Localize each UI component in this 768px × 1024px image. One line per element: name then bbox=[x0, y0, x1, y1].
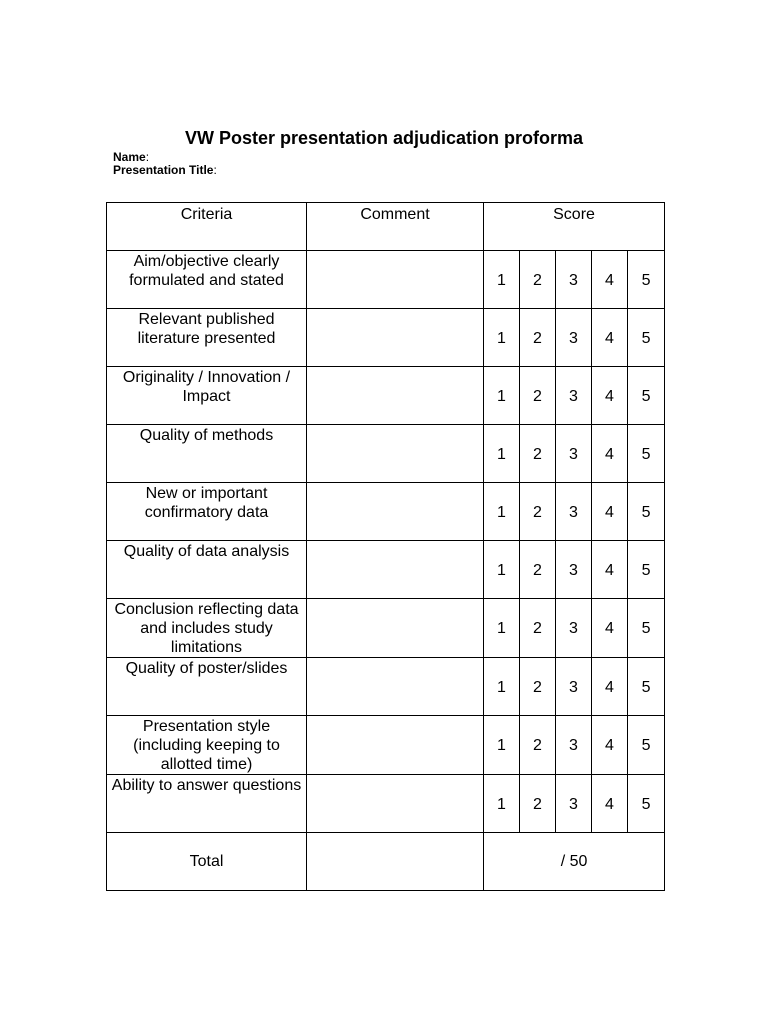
presentation-title-label: Presentation Title bbox=[113, 163, 214, 177]
score-option-2[interactable]: 2 bbox=[520, 309, 556, 367]
score-option-5[interactable]: 5 bbox=[628, 775, 665, 833]
score-option-1[interactable]: 1 bbox=[484, 367, 520, 425]
score-option-3[interactable]: 3 bbox=[556, 309, 592, 367]
total-score: / 50 bbox=[484, 833, 665, 891]
score-option-4[interactable]: 4 bbox=[592, 367, 628, 425]
score-option-1[interactable]: 1 bbox=[484, 716, 520, 775]
score-option-4[interactable]: 4 bbox=[592, 425, 628, 483]
total-comment-cell[interactable] bbox=[307, 833, 484, 891]
name-label: Name bbox=[113, 150, 146, 164]
criteria-cell: Quality of data analysis bbox=[107, 541, 307, 599]
criteria-cell: Ability to answer questions bbox=[107, 775, 307, 833]
score-option-1[interactable]: 1 bbox=[484, 425, 520, 483]
score-option-2[interactable]: 2 bbox=[520, 599, 556, 658]
score-option-1[interactable]: 1 bbox=[484, 658, 520, 716]
score-option-1[interactable]: 1 bbox=[484, 541, 520, 599]
comment-cell[interactable] bbox=[307, 309, 484, 367]
header-row bbox=[107, 203, 665, 251]
comment-cell[interactable] bbox=[307, 483, 484, 541]
score-option-5[interactable]: 5 bbox=[628, 309, 665, 367]
name-field[interactable] bbox=[113, 150, 149, 164]
score-option-2[interactable]: 2 bbox=[520, 658, 556, 716]
score-option-3[interactable]: 3 bbox=[556, 483, 592, 541]
score-option-5[interactable]: 5 bbox=[628, 658, 665, 716]
comment-cell[interactable] bbox=[307, 775, 484, 833]
score-option-2[interactable]: 2 bbox=[520, 775, 556, 833]
comment-cell[interactable] bbox=[307, 599, 484, 658]
score-option-4[interactable]: 4 bbox=[592, 599, 628, 658]
score-option-3[interactable]: 3 bbox=[556, 425, 592, 483]
comment-cell[interactable] bbox=[307, 658, 484, 716]
comment-cell[interactable] bbox=[307, 367, 484, 425]
presentation-title-colon: : bbox=[213, 163, 217, 177]
criteria-cell: Quality of methods bbox=[107, 425, 307, 483]
criteria-cell: Presentation style (including keeping to allotted time) bbox=[107, 716, 307, 775]
criteria-row bbox=[107, 251, 665, 309]
score-option-4[interactable]: 4 bbox=[592, 483, 628, 541]
criteria-cell: Quality of poster/slides bbox=[107, 658, 307, 716]
criteria-row bbox=[107, 599, 665, 658]
score-option-4[interactable]: 4 bbox=[592, 775, 628, 833]
criteria-cell: Conclusion reflecting data and includes study limitations bbox=[107, 599, 307, 658]
criteria-cell: Originality / Innovation / Impact bbox=[107, 367, 307, 425]
score-option-3[interactable]: 3 bbox=[556, 251, 592, 309]
adjudication-table bbox=[106, 202, 665, 891]
criteria-cell: Aim/objective clearly formulated and stated bbox=[107, 251, 307, 309]
presentation-title-field[interactable] bbox=[113, 163, 217, 177]
score-option-5[interactable]: 5 bbox=[628, 251, 665, 309]
score-option-2[interactable]: 2 bbox=[520, 425, 556, 483]
score-option-2[interactable]: 2 bbox=[520, 367, 556, 425]
score-option-3[interactable]: 3 bbox=[556, 367, 592, 425]
score-option-5[interactable]: 5 bbox=[628, 716, 665, 775]
score-option-4[interactable]: 4 bbox=[592, 658, 628, 716]
score-option-3[interactable]: 3 bbox=[556, 599, 592, 658]
score-option-2[interactable]: 2 bbox=[520, 716, 556, 775]
score-option-2[interactable]: 2 bbox=[520, 541, 556, 599]
criteria-cell: New or important confirmatory data bbox=[107, 483, 307, 541]
criteria-row bbox=[107, 541, 665, 599]
criteria-row bbox=[107, 367, 665, 425]
score-option-1[interactable]: 1 bbox=[484, 483, 520, 541]
criteria-row bbox=[107, 425, 665, 483]
score-option-5[interactable]: 5 bbox=[628, 541, 665, 599]
score-option-4[interactable]: 4 bbox=[592, 541, 628, 599]
comment-cell[interactable] bbox=[307, 541, 484, 599]
score-option-3[interactable]: 3 bbox=[556, 658, 592, 716]
score-option-3[interactable]: 3 bbox=[556, 716, 592, 775]
score-header: Score bbox=[484, 203, 665, 251]
score-option-2[interactable]: 2 bbox=[520, 483, 556, 541]
comment-cell[interactable] bbox=[307, 425, 484, 483]
document-title: VW Poster presentation adjudication proforma bbox=[184, 128, 584, 148]
total-label: Total bbox=[107, 833, 307, 891]
score-option-1[interactable]: 1 bbox=[484, 251, 520, 309]
criteria-row bbox=[107, 716, 665, 775]
comment-header: Comment bbox=[307, 203, 484, 251]
total-row bbox=[107, 833, 665, 891]
score-option-5[interactable]: 5 bbox=[628, 599, 665, 658]
score-option-4[interactable]: 4 bbox=[592, 309, 628, 367]
score-option-4[interactable]: 4 bbox=[592, 251, 628, 309]
score-option-2[interactable]: 2 bbox=[520, 251, 556, 309]
score-option-4[interactable]: 4 bbox=[592, 716, 628, 775]
criteria-cell: Relevant published literature presented bbox=[107, 309, 307, 367]
score-option-1[interactable]: 1 bbox=[484, 309, 520, 367]
comment-cell[interactable] bbox=[307, 251, 484, 309]
score-option-3[interactable]: 3 bbox=[556, 541, 592, 599]
score-option-3[interactable]: 3 bbox=[556, 775, 592, 833]
criteria-row bbox=[107, 309, 665, 367]
criteria-header: Criteria bbox=[107, 203, 307, 251]
score-option-5[interactable]: 5 bbox=[628, 367, 665, 425]
criteria-row bbox=[107, 658, 665, 716]
comment-cell[interactable] bbox=[307, 716, 484, 775]
name-colon: : bbox=[145, 150, 150, 164]
criteria-row bbox=[107, 775, 665, 833]
criteria-row bbox=[107, 483, 665, 541]
score-option-5[interactable]: 5 bbox=[628, 425, 665, 483]
score-option-5[interactable]: 5 bbox=[628, 483, 665, 541]
score-option-1[interactable]: 1 bbox=[484, 775, 520, 833]
score-option-1[interactable]: 1 bbox=[484, 599, 520, 658]
